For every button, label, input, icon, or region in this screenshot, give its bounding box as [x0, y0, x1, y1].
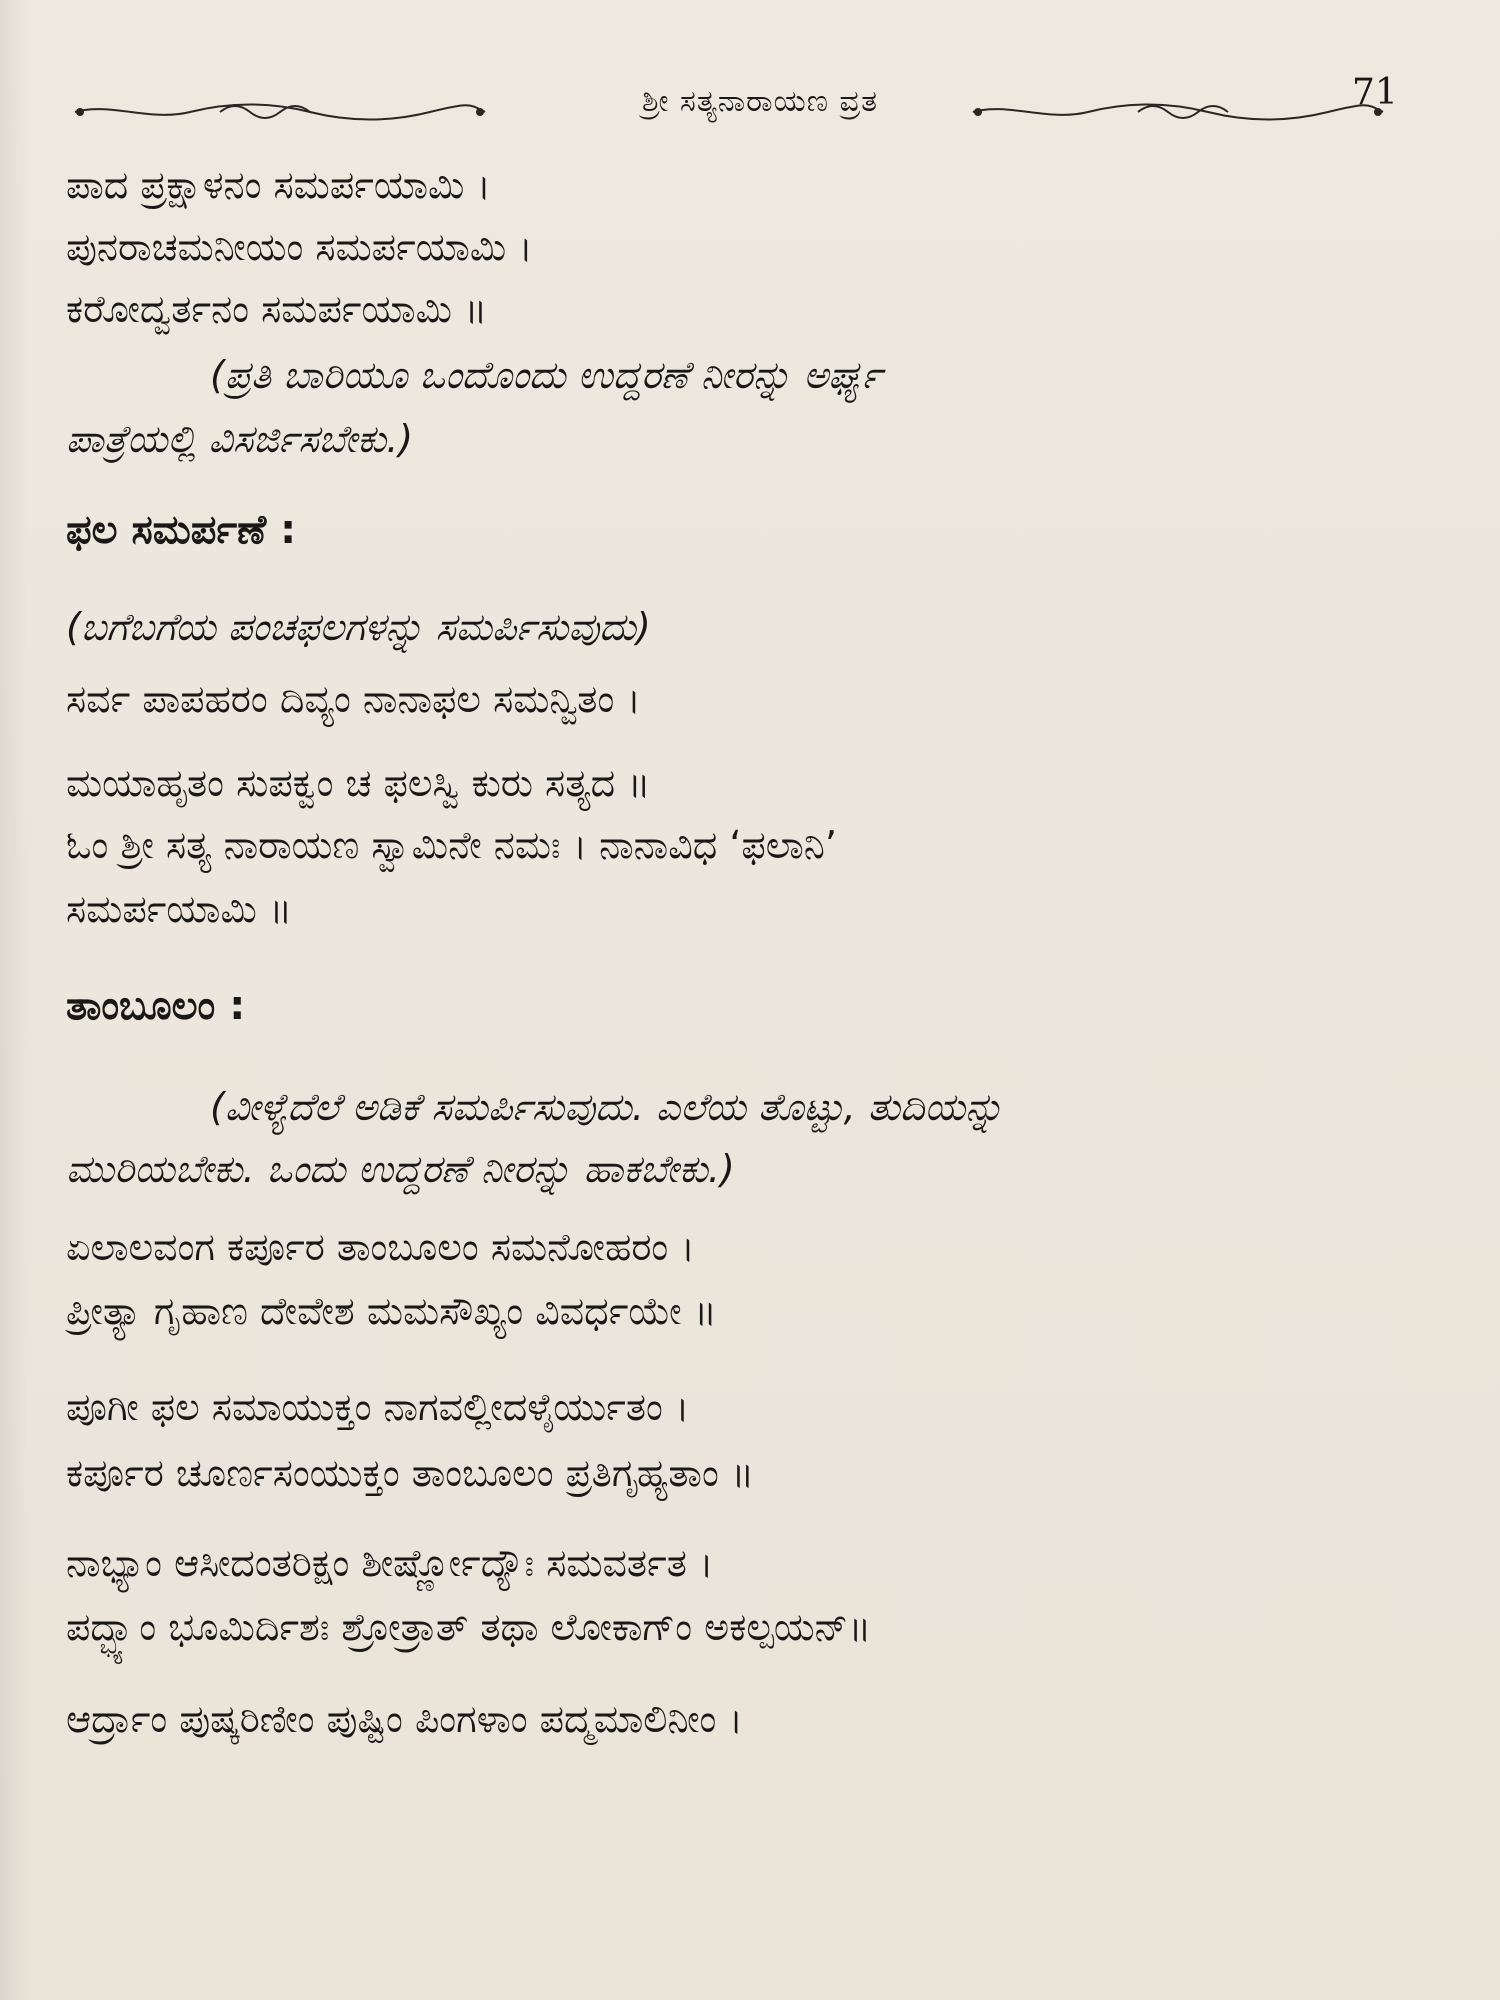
page-header [60, 80, 1390, 130]
verse-line: ಪಾದ ಪ್ರಕ್ಷಾಳನಂ ಸಮರ್ಪಯಾಮಿ । [66, 163, 491, 207]
left-ornament-icon [70, 100, 490, 124]
verse-line: ಮಯಾಹೃತಂ ಸುಪಕ್ವಂ ಚ ಫಲಸ್ವಿ ಕುರು ಸತ್ಯದ ॥ [66, 761, 651, 805]
section-heading: ಫಲ ಸಮರ್ಪಣೆ : [66, 507, 297, 553]
verse-line: ಪುನರಾಚಮನೀಯಂ ಸಮರ್ಪಯಾಮಿ । [66, 225, 533, 269]
verse-line: ಏಲಾಲವಂಗ ಕರ್ಪೂರ ತಾಂಬೂಲಂ ಸಮನೋಹರಂ । [66, 1225, 695, 1269]
verse-line: ಪೂಗೀ ಫಲ ಸಮಾಯುಕ್ತಂ ನಾಗವಲ್ಲೀದಳೈರ್ಯುತಂ । [66, 1385, 690, 1429]
verse-line: ನಾಭ್ಯಾಂ ಆಸೀದಂತರಿಕ್ಷಂ ಶೀರ್ಷ್ಣೋದ್ಯೌಃ ಸಮವರ್ತತ । [66, 1541, 714, 1585]
verse-line: ಪ್ರೀತ್ಯಾ ಗೃಹಾಣ ದೇವೇಶ ಮಮಸೌಖ್ಯಂ ವಿವರ್ಧಯೇ ॥ [66, 1289, 717, 1333]
verse-line: ಸರ್ವ ಪಾಪಹರಂ ದಿವ್ಯಂ ನಾನಾಫಲ ಸಮನ್ವಿತಂ । [66, 677, 641, 721]
section-heading: ತಾಂಬೂಲಂ : [66, 983, 246, 1029]
verse-line: ಕರ್ಪೂರ ಚೂರ್ಣಸಂಯುಕ್ತಂ ತಾಂಬೂಲಂ ಪ್ರತಿಗೃಹ್ಯತಾಂ ॥ [66, 1451, 755, 1495]
verse-line: ಓಂ ಶ್ರೀ ಸತ್ಯ ನಾರಾಯಣ ಸ್ವಾಮಿನೇ ನಮಃ । ನಾನಾವಿಧ ‘ಫಲಾನಿ’ [66, 823, 838, 867]
verse-line: ಪದ್ಭ್ಯಾಂ ಭೂಮಿರ್ದಿಶಃ ಶ್ರೋತ್ರಾತ್ ತಥಾ ಲೋಕಾಗ್‌ಂ ಅಕಲ್ಪಯನ್॥ [66, 1605, 872, 1649]
instruction-line: (ಬಗೆಬಗೆಯ ಪಂಚಫಲಗಳನ್ನು ಸಮರ್ಪಿಸುವುದು) [66, 605, 651, 649]
instruction-line: ಮುರಿಯಬೇಕು. ಒಂದು ಉದ್ದರಣೆ ನೀರನ್ನು ಹಾಕಬೇಕು.) [66, 1147, 735, 1191]
instruction-line: ಪಾತ್ರೆಯಲ್ಲಿ ವಿಸರ್ಜಿಸಬೇಕು.) [66, 417, 414, 461]
instruction-line: (ವೀಳ್ಯೆದೆಲೆ ಅಡಿಕೆ ಸಮರ್ಪಿಸುವುದು. ಎಲೆಯ ತೊಟ್ಟು, ತುದಿಯನ್ನು [210, 1085, 1004, 1129]
page-number: 71 [1352, 72, 1398, 113]
right-ornament-icon [968, 100, 1388, 124]
verse-line: ಆರ್ದ್ರಾಂ ಪುಷ್ಕರಿಣೀಂ ಪುಷ್ಟಿಂ ಪಿಂಗಳಾಂ ಪದ್ಮಮಾಲಿನೀಂ । [66, 1697, 743, 1741]
running-title: ಶ್ರೀ ಸತ್ಯನಾರಾಯಣ ವ್ರತ [641, 84, 879, 119]
verse-line: ಸಮರ್ಪಯಾಮಿ ॥ [66, 887, 293, 931]
verse-line: ಕರೋದ್ವರ್ತನಂ ಸಮರ್ಪಯಾಮಿ ॥ [66, 287, 488, 331]
instruction-line: (ಪ್ರತಿ ಬಾರಿಯೂ ಒಂದೊಂದು ಉದ್ದರಣೆ ನೀರನ್ನು ಅರ್ಘ್ಯ [210, 353, 882, 397]
